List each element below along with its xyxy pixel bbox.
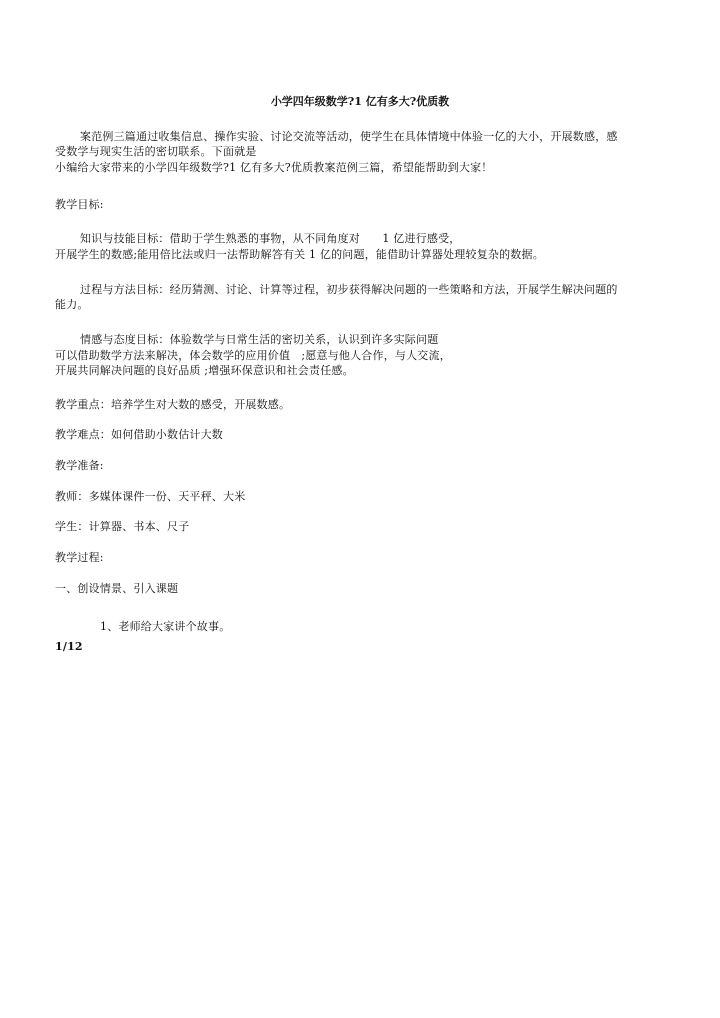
emotion-goal-line-2: 可以借助数学方法来解决，体会数学的应用价值 ;愿意与他人合作，与人交流， (55, 349, 451, 362)
teacher-materials: 教师：多媒体课件一份、天平秤、大米 (55, 490, 246, 503)
step-one: 1、老师给大家讲个故事。 (100, 620, 231, 633)
key-point: 教学重点：培养学生对大数的感受，开展数感。 (55, 398, 291, 411)
process-goal-line-1: 过程与方法目标：经历猜测、讨论、计算等过程，初步获得解决问题的一些策略和方法，开展学生解决问题的 (80, 283, 618, 296)
page-number: 1/12 (55, 640, 83, 653)
preparation-heading: 教学准备: (55, 459, 104, 472)
process-goal-line-2: 能力。 (55, 298, 89, 311)
emotion-goal-line-3: 开展共同解决问题的良好品质 ;增强环保意识和社会责任感。 (55, 364, 354, 377)
student-materials: 学生：计算器、书本、尺子 (55, 520, 190, 533)
intro-line-3: 小编给大家带来的小学四年级数学?1 亿有多大?优质教案范例三篇，希望能帮助到大家！ (55, 161, 493, 174)
section-one-heading: 一、创设情景、引入课题 (55, 582, 179, 595)
knowledge-goal-line-2: 开展学生的数感;能用倍比法或归一法帮助解答有关 1 亿的问题，能借助计算器处理较复杂的数据。 (55, 248, 544, 261)
emotion-goal-line-1: 情感与态度目标：体验数学与日常生活的密切关系，认识到许多实际问题 (80, 333, 439, 346)
knowledge-goal-line-1: 知识与技能目标：借助于学生熟悉的事物，从不同角度对 1 亿进行感受， (80, 232, 461, 245)
difficulty: 教学难点：如何借助小数估计大数 (55, 428, 223, 441)
document-title: 小学四年级数学?1 亿有多大?优质教 (270, 95, 450, 108)
process-heading: 教学过程: (55, 551, 104, 564)
intro-line-1: 案范例三篇通过收集信息、操作实验、讨论交流等活动，使学生在具体情境中体验一亿的大小，开展数感，感 (80, 130, 618, 143)
intro-line-2: 受数学与现实生活的密切联系。下面就是 (55, 145, 257, 158)
heading-goals: 教学目标: (55, 198, 104, 211)
